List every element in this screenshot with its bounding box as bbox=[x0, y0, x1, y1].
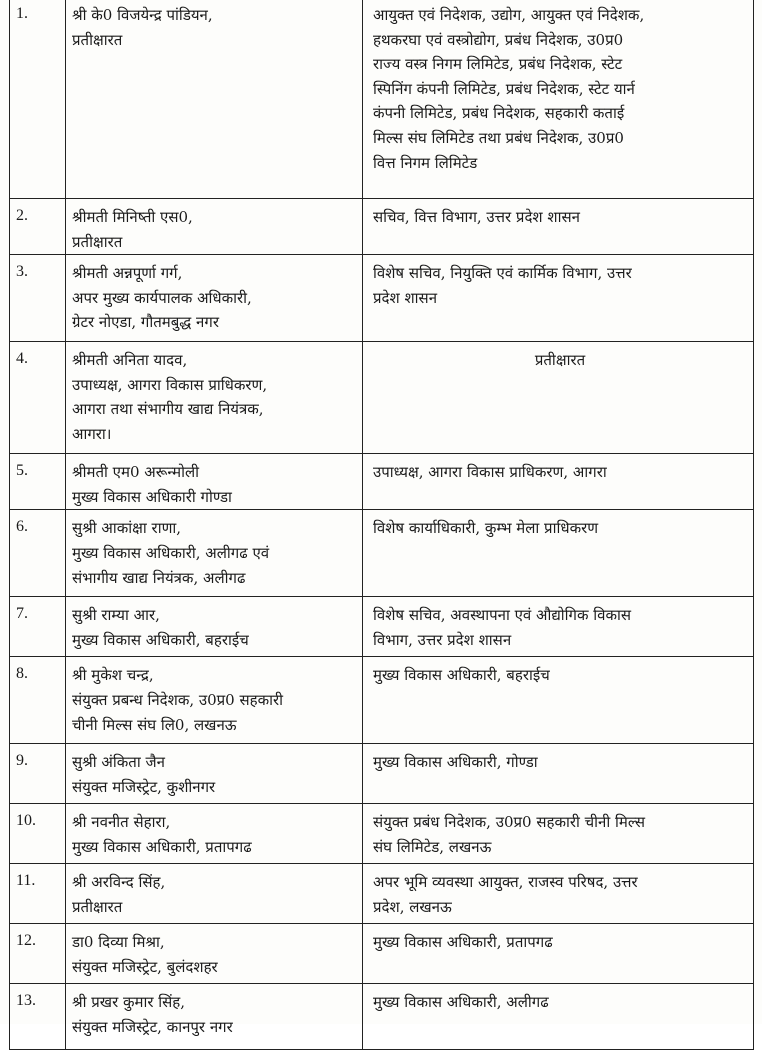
posting-line: वित्त निगम लिमिटेड bbox=[373, 153, 478, 172]
officer-line: श्रीमती अनिता यादव, bbox=[72, 351, 188, 370]
officer-line: संयुक्त मजिस्ट्रेट, कानपुर नगर bbox=[72, 1017, 233, 1036]
posting-line: प्रदेश, लखनऊ bbox=[373, 897, 452, 916]
officer-line: मुख्य विकास अधिकारी, अलीगढ एवं bbox=[72, 543, 270, 562]
officer-line: प्रतीक्षारत bbox=[72, 232, 123, 251]
new-posting bbox=[363, 804, 754, 864]
officer-line: संयुक्त मजिस्ट्रेट, बुलंदशहर bbox=[72, 957, 218, 976]
officer-line: चीनी मिल्स संघ लि0, लखनऊ bbox=[72, 715, 237, 734]
new-posting bbox=[363, 510, 754, 597]
posting-line: मुख्य विकास अधिकारी, बहराईच bbox=[373, 666, 550, 685]
new-posting bbox=[363, 597, 754, 657]
officer-line: डा0 दिव्या मिश्रा, bbox=[72, 933, 165, 952]
new-posting bbox=[363, 255, 754, 342]
posting-line: प्रतीक्षारत bbox=[534, 351, 586, 370]
officer-line: मुख्य विकास अधिकारी गोण्डा bbox=[72, 487, 232, 506]
officer-current-posting bbox=[66, 864, 363, 924]
new-posting bbox=[363, 924, 754, 984]
officer-current-posting bbox=[66, 597, 363, 657]
officer-line: श्री के0 विजयेन्द्र पांडियन, bbox=[72, 6, 213, 24]
serial-number: 9. bbox=[10, 744, 66, 804]
officer-current-posting bbox=[66, 199, 363, 255]
serial-number: 4. bbox=[10, 342, 66, 454]
officer-line: श्रीमती मिनिष्ती एस0, bbox=[72, 208, 193, 226]
posting-line: विशेष सचिव, नियुक्ति एवं कार्मिक विभाग, उत्तर bbox=[373, 264, 632, 283]
posting-line: स्पिनिंग कंपनी लिमिटेड, प्रबंध निदेशक, स्टेट यार्न bbox=[373, 79, 635, 98]
officer-line: सुश्री अंकिता जैन bbox=[72, 753, 165, 772]
transfer-table-body bbox=[10, 0, 754, 1050]
officer-line: श्रीमती एम0 अरून्मोली bbox=[72, 463, 200, 482]
posting-line: कंपनी लिमिटेड, प्रबंध निदेशक, सहकारी कताई bbox=[373, 104, 625, 123]
new-posting bbox=[363, 984, 754, 1050]
posting-line: संयुक्त प्रबंध निदेशक, उ0प्र0 सहकारी चीनी मिल्स bbox=[373, 813, 645, 832]
posting-line: सचिव, वित्त विभाग, उत्तर प्रदेश शासन bbox=[373, 208, 580, 226]
new-posting bbox=[363, 454, 754, 510]
serial-number: 5. bbox=[10, 454, 66, 510]
officer-line: मुख्य विकास अधिकारी, प्रतापगढ bbox=[72, 837, 252, 856]
table-row bbox=[10, 744, 754, 804]
serial-number: 3. bbox=[10, 255, 66, 342]
posting-line: संघ लिमिटेड, लखनऊ bbox=[373, 837, 492, 856]
officer-current-posting bbox=[66, 454, 363, 510]
serial-number: 7. bbox=[10, 597, 66, 657]
posting-line: मुख्य विकास अधिकारी, प्रतापगढ bbox=[373, 933, 553, 952]
officer-line: श्री प्रखर कुमार सिंह, bbox=[72, 993, 186, 1012]
officer-line: श्रीमती अन्नपूर्णा गर्ग, bbox=[72, 264, 183, 283]
officer-line: सुश्री आकांक्षा राणा, bbox=[72, 519, 182, 538]
posting-line: हथकरघा एवं वस्त्रोद्योग, प्रबंध निदेशक, उ0प्र0 bbox=[373, 30, 624, 49]
posting-line: अपर भूमि व्यवस्था आयुक्त, राजस्व परिषद, उत्तर bbox=[373, 873, 638, 892]
posting-line: मुख्य विकास अधिकारी, अलीगढ bbox=[373, 993, 549, 1012]
table-row bbox=[10, 0, 754, 199]
new-posting bbox=[363, 342, 754, 454]
posting-line: राज्य वस्त्र निगम लिमिटेड, प्रबंध निदेशक, स्टेट bbox=[373, 55, 623, 74]
posting-line: प्रदेश शासन bbox=[373, 288, 438, 307]
new-posting bbox=[363, 657, 754, 744]
officer-line: संभागीय खाद्य नियंत्रक, अलीगढ bbox=[72, 568, 246, 587]
serial-number: 2. bbox=[10, 199, 66, 255]
serial-number: 11. bbox=[10, 864, 66, 924]
officer-current-posting bbox=[66, 0, 363, 199]
officer-current-posting bbox=[66, 744, 363, 804]
table-row bbox=[10, 454, 754, 510]
officer-line: संयुक्त प्रबन्ध निदेशक, उ0प्र0 सहकारी bbox=[72, 690, 284, 709]
officer-current-posting bbox=[66, 924, 363, 984]
new-posting bbox=[363, 864, 754, 924]
posting-line: उपाध्यक्ष, आगरा विकास प्राधिकरण, आगरा bbox=[373, 463, 607, 482]
table-row bbox=[10, 510, 754, 597]
posting-line: विभाग, उत्तर प्रदेश शासन bbox=[373, 630, 512, 649]
transfer-table bbox=[9, 0, 754, 1050]
posting-line: विशेष कार्याधिकारी, कुम्भ मेला प्राधिकरण bbox=[373, 519, 599, 538]
serial-number: 8. bbox=[10, 657, 66, 744]
serial-number: 1. bbox=[10, 0, 66, 199]
table-row bbox=[10, 804, 754, 864]
table-row bbox=[10, 255, 754, 342]
officer-line: संयुक्त मजिस्ट्रेट, कुशीनगर bbox=[72, 777, 216, 796]
officer-current-posting bbox=[66, 255, 363, 342]
officer-line: उपाध्यक्ष, आगरा विकास प्राधिकरण, bbox=[72, 375, 268, 394]
table-row bbox=[10, 657, 754, 744]
officer-line: प्रतीक्षारत bbox=[72, 897, 123, 916]
table-row bbox=[10, 924, 754, 984]
new-posting bbox=[363, 744, 754, 804]
table-row bbox=[10, 342, 754, 454]
officer-line: मुख्य विकास अधिकारी, बहराईच bbox=[72, 630, 249, 649]
officer-current-posting bbox=[66, 342, 363, 454]
table-row bbox=[10, 864, 754, 924]
posting-line: आयुक्त एवं निदेशक, उद्योग, आयुक्त एवं निदेशक, bbox=[373, 6, 645, 24]
officer-current-posting bbox=[66, 984, 363, 1050]
officer-line: सुश्री राम्या आर, bbox=[72, 606, 160, 625]
table-row bbox=[10, 597, 754, 657]
officer-current-posting bbox=[66, 804, 363, 864]
officer-line: आगरा तथा संभागीय खाद्य नियंत्रक, bbox=[72, 400, 264, 419]
officer-current-posting bbox=[66, 657, 363, 744]
posting-line: विशेष सचिव, अवस्थापना एवं औद्योगिक विकास bbox=[373, 606, 632, 625]
posting-line: मिल्स संघ लिमिटेड तथा प्रबंध निदेशक, उ0प्र0 bbox=[373, 128, 624, 147]
serial-number: 12. bbox=[10, 924, 66, 984]
serial-number: 6. bbox=[10, 510, 66, 597]
officer-line: श्री नवनीत सेहारा, bbox=[72, 813, 171, 832]
officer-line: अपर मुख्य कार्यपालक अधिकारी, bbox=[72, 288, 252, 307]
officer-line: ग्रेटर नोएडा, गौतमबुद्ध नगर bbox=[72, 313, 219, 332]
serial-number: 13. bbox=[10, 984, 66, 1050]
officer-line: प्रतीक्षारत bbox=[72, 30, 123, 49]
new-posting bbox=[363, 199, 754, 255]
officer-line: आगरा। bbox=[72, 424, 112, 443]
serial-number: 10. bbox=[10, 804, 66, 864]
new-posting bbox=[363, 0, 754, 199]
posting-line: मुख्य विकास अधिकारी, गोण्डा bbox=[373, 753, 538, 772]
officer-line: श्री मुकेश चन्द्र, bbox=[72, 666, 154, 685]
officer-line: श्री अरविन्द सिंह, bbox=[72, 873, 166, 892]
table-row bbox=[10, 984, 754, 1050]
officer-current-posting bbox=[66, 510, 363, 597]
table-row bbox=[10, 199, 754, 255]
